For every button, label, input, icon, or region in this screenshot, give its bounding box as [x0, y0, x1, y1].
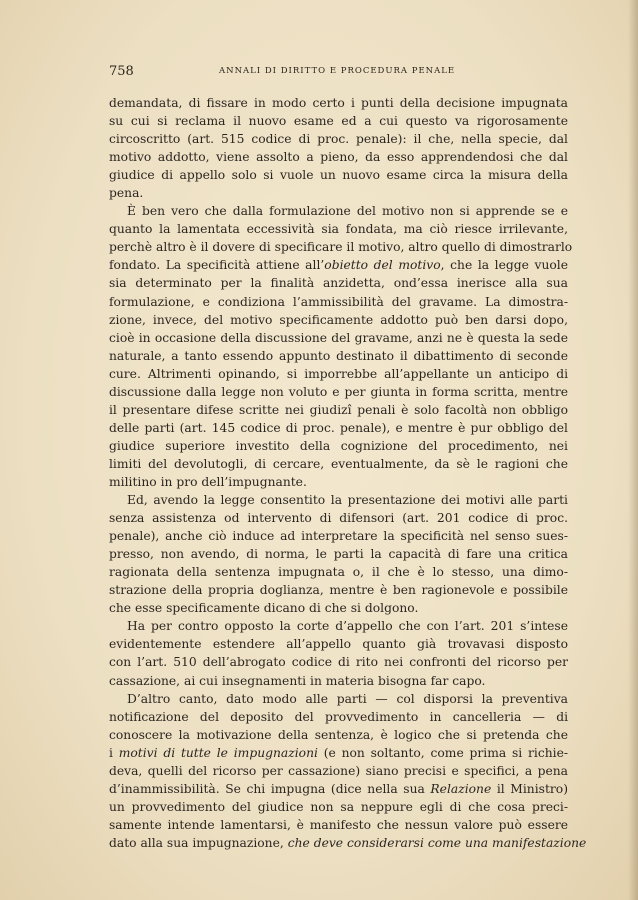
italic-phrase: obietto del motivo [324, 258, 441, 273]
text-line: motivo addotto, viene assolto a pieno, da esso apprendendosi che dal [109, 150, 568, 165]
text-line: giudice superiore investito della cognizione del procedimento, nei [109, 438, 568, 453]
page-number: 758 [109, 64, 134, 79]
text-line: con l’art. 510 dell’abrogato codice di rito nei confronti del ricorso per [109, 655, 568, 670]
running-title: ANNALI DI DIRITTO E PROCEDURA PENALE [219, 66, 456, 76]
text-run: , che la legge vuole [440, 258, 568, 273]
italic-phrase: che deve considerarsi come una manifestazione [287, 835, 587, 850]
text-line: Ed, avendo la legge consentito la presentazione dei motivi alle parti [127, 493, 568, 508]
text-line: sia determinato per la finalità anzidetta, ond’essa inerisce alla sua [109, 276, 568, 291]
text-line: È ben vero che dalla formulazione del motivo non si apprende se e [127, 204, 568, 219]
text-line: circoscritto (art. 515 codice di proc. penale): il che, nella specie, dal [109, 132, 568, 147]
text-run: dato alla sua impugnazione, [109, 835, 288, 850]
text-run: (e non soltanto, come prima si richie- [317, 745, 569, 760]
text-line: perchè altro è il dovere di specificare il motivo, altro quello di dimostrarlo [109, 240, 573, 255]
text-line: che esse specificamente dicano di che si dolgono. [109, 601, 419, 616]
text-line: il presentare difese scritte nei giudizî penali è solo facoltà non obbligo [109, 402, 568, 417]
text-line: presso, non avendo, di norma, le parti la capacità di fare una critica [109, 547, 568, 562]
text-line: militino in pro dell’impugnante. [109, 474, 307, 489]
text-line: strazione della propria doglianza, mentre è ben ragionevole e possibile [109, 583, 568, 598]
text-line: un provvedimento del giudice non sa neppure egli di che cosa preci- [109, 799, 568, 814]
text-line: discussione dalla legge non voluto e per giunta in forma scritta, mentre [109, 384, 568, 399]
text-line: demandata, di fissare in modo certo i punti della decisione impugnata [109, 96, 568, 110]
text-run: i [109, 745, 119, 760]
text-line [109, 744, 568, 762]
text-line: Ha per contro opposto la corte d’appello che con l’art. 201 s’intese [127, 619, 568, 634]
text-line [109, 256, 568, 274]
text-line: zione, invece, del motivo specificamente addotto può ben darsi dopo, [109, 312, 568, 327]
text-line: limiti del devolutogli, di cercare, eventualmente, da sè le ragioni che [109, 456, 568, 471]
text-line: notificazione del deposito del provvedimento in cancelleria — di [109, 709, 568, 724]
text-line: giudice di appello solo si vuole un nuovo esame circa la misura della [109, 168, 568, 183]
text-line [109, 834, 587, 852]
text-line: cure. Altrimenti opinando, si imporrebbe all’appellante un anticipo di [109, 366, 568, 381]
text-line: D’altro canto, dato modo alle parti — col disporsi la preventiva [127, 691, 568, 706]
text-line: cassazione, ai cui insegnamenti in materia bisogna far capo. [109, 673, 486, 688]
page-edge-shadow [628, 0, 638, 900]
text-run: fondato. La specificità attiene all’ [109, 258, 325, 273]
text-line [109, 780, 568, 798]
italic-phrase: motivi di tutte le impugnazioni [118, 745, 318, 760]
text-line: senza assistenza od intervento di difensori (art. 201 codice di proc. [109, 511, 568, 526]
body-text [109, 94, 587, 852]
text-run: il Ministro) [491, 781, 568, 796]
text-line: naturale, a tanto essendo appunto destinato il dibattimento di seconde [109, 348, 568, 363]
text-line: formulazione, e condiziona l’ammissibilità del gravame. La dimostra- [109, 294, 568, 309]
text-line: quanto la lamentata eccessività sia fondata, ma ciò riesce irrilevante, [109, 222, 568, 237]
text-line: deva, quelli del ricorso per cassazione) siano precisi e specifici, a pena [109, 763, 568, 778]
text-line: conoscere la motivazione della sentenza, è logico che si pretenda che [109, 727, 568, 742]
text-line: cioè in occasione della discussione del gravame, anzi ne è questa la sede [109, 330, 568, 345]
text-line: evidentemente estendere all’appello quanto già trovavasi disposto [109, 637, 568, 652]
text-line: ragionata della sentenza impugnata o, il che è lo stesso, una dimo- [109, 565, 568, 580]
italic-phrase: Relazione [430, 781, 492, 796]
text-line: su cui si reclama il nuovo esame ed a cui questo va rigorosamente [109, 114, 568, 129]
text-run: d’inammissibilità. Se chi impugna (dice nella sua [109, 781, 431, 796]
text-line: samente intende lamentarsi, è manifesto che nessun valore può essere [109, 817, 568, 832]
text-line: delle parti (art. 145 codice di proc. penale), e mentre è pur obbligo del [109, 420, 568, 435]
text-line: pena. [109, 186, 144, 201]
text-line: penale), anche ciò induce ad interpretare la specificità nel senso sues- [109, 529, 568, 544]
